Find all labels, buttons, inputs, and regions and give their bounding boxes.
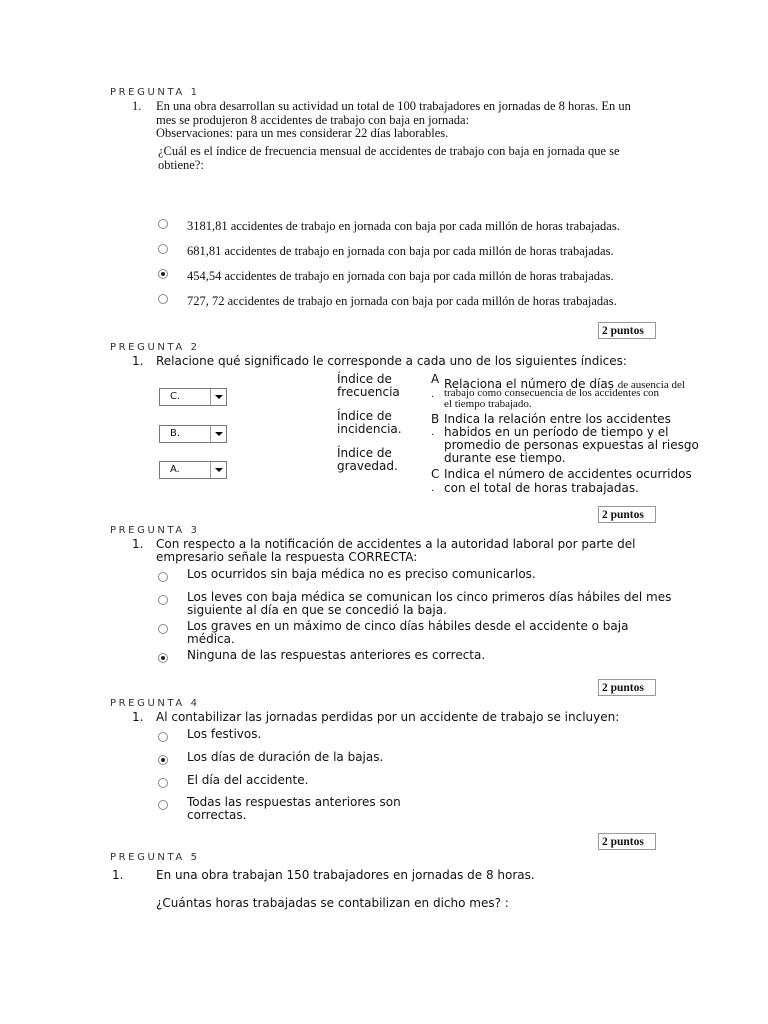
q3-option-3-line-2: médica. [187,632,235,646]
q1-header: PREGUNTA 1 [110,87,200,98]
q3-option-3-line-1: Los graves en un máximo de cinco días hábiles desde el accidente o baja [187,619,629,633]
q2-answer-a-line-1-main: Relaciona el número de días [444,377,618,391]
q4-option-3-label: El día del accidente. [187,773,309,787]
q4-option-2-label: Los días de duración de la bajas. [187,750,384,764]
q2-select-1-value: C. [170,391,181,402]
q3-line-2: empresario señale la respuesta CORRECTA: [156,550,418,564]
q3-option-4-radio[interactable] [158,653,168,663]
q5-prompt: En una obra trabajan 150 trabajadores en jornadas de 8 horas. [156,868,535,882]
q3-line-1: Con respecto a la notificación de accidentes a la autoridad laboral por parte del [156,537,636,551]
q1-line-5: obtiene?: [158,158,204,172]
q2-answer-b-line-2: habidos en un período de tiempo y el [444,425,669,439]
q3-option-3-radio[interactable] [158,624,168,634]
q3-option-2-line-1: Los leves con baja médica se comunican los cinco primeros días hábiles del mes [187,590,672,604]
q1-line-4: ¿Cuál es el índice de frecuencia mensual de accidentes de trabajo con baja en jornada que se [158,144,620,158]
q2-select-3[interactable] [159,461,227,479]
q4-prompt: Al contabilizar las jornadas perdidas por un accidente de trabajo se incluyen: [156,710,620,724]
q3-option-4-label: Ninguna de las respuestas anteriores es correcta. [187,648,486,662]
q3-option-2-radio[interactable] [158,595,168,605]
q2-answer-c-letter: C [431,467,440,481]
q1-option-1-label: 3181,81 accidentes de trabajo en jornada con baja por cada millón de horas trabajadas. [187,219,620,233]
q2-index-frecuencia-2: frecuencia [337,385,400,399]
q2-answer-a-line-1-small: de ausencia del [617,379,685,391]
q3-option-1-label: Los ocurridos sin baja médica no es preciso comunicarlos. [187,567,536,581]
q1-option-2-radio[interactable] [158,244,168,254]
q4-option-1-radio[interactable] [158,732,168,742]
q2-answer-a-letter: A [431,372,440,386]
q1-option-4-label: 727, 72 accidentes de trabajo en jornada con baja por cada millón de horas trabajadas. [187,294,617,308]
q2-answer-c-line-2: con el total de horas trabajadas. [444,481,639,495]
q3-option-2-line-2: siguiente al día en que se concedió la baja. [187,603,447,617]
q2-index-gravedad-1: Índice de [337,446,392,460]
q2-index-incidencia-1: Índice de [337,409,392,423]
q1-option-1-radio[interactable] [158,219,168,229]
q3-number: 1. [132,537,144,551]
q2-header: PREGUNTA 2 [110,342,200,353]
q3-header: PREGUNTA 3 [110,525,200,536]
q4-number: 1. [132,710,144,724]
q4-points-badge: 2 puntos [598,833,656,850]
q1-option-3-label: 454,54 accidentes de trabajo en jornada con baja por cada millón de horas trabajadas. [187,269,614,283]
q1-points-badge: 2 puntos [598,322,656,339]
q1-option-3-radio[interactable] [158,269,168,279]
q2-points-badge: 2 puntos [598,506,656,523]
q4-option-4-radio[interactable] [158,800,168,810]
q1-number: 1. [132,99,142,113]
q2-index-incidencia-2: incidencia. [337,422,402,436]
q2-select-3-value: A. [170,464,180,475]
q2-answer-a-dot: . [431,389,435,400]
q3-option-1-radio[interactable] [158,572,168,582]
q2-answer-b-letter: B [431,412,440,426]
q2-answer-b-dot: . [431,427,435,438]
q4-option-2-radio[interactable] [158,755,168,765]
q4-option-1-label: Los festivos. [187,727,262,741]
q1-option-4-radio[interactable] [158,294,168,304]
chevron-down-icon[interactable] [210,389,226,405]
q4-header: PREGUNTA 4 [110,698,200,709]
q2-answer-b-line-1: Indica la relación entre los accidentes [444,412,671,426]
q2-select-1[interactable] [159,388,227,406]
q4-option-4-line-2: correctas. [187,808,247,822]
q4-option-4-line-1: Todas las respuestas anteriores son [187,795,401,809]
q5-number: 1. [112,868,124,882]
q1-option-2-label: 681,81 accidentes de trabajo en jornada con baja por cada millón de horas trabajadas. [187,244,614,258]
q3-points-badge: 2 puntos [598,679,656,696]
q5-header: PREGUNTA 5 [110,852,200,863]
q2-answer-a-line-3: el tiempo trabajado. [444,398,532,410]
q2-index-gravedad-2: gravedad. [337,459,398,473]
q2-number: 1. [132,354,144,368]
q2-answer-a-line-2: trabajo como consecuencia de los accidentes con [444,387,660,399]
q2-index-frecuencia-1: Índice de [337,372,392,386]
q5-question: ¿Cuántas horas trabajadas se contabilizan en dicho mes? : [156,896,509,910]
q1-line-1: En una obra desarrollan su actividad un total de 100 trabajadores en jornadas de 8 horas. En un [156,99,631,113]
q2-answer-c-line-1: Indica el número de accidentes ocurridos [444,467,692,481]
q1-line-3: Observaciones: para un mes considerar 22 días laborables. [156,126,449,140]
q1-line-2: mes se produjeron 8 accidentes de trabajo con baja en jornada: [156,113,470,127]
q2-prompt: Relacione qué significado le corresponde a cada uno de los siguientes índices: [156,354,627,368]
q2-answer-b-line-4: durante ese tiempo. [444,451,566,465]
chevron-down-icon[interactable] [210,426,226,442]
q4-option-3-radio[interactable] [158,778,168,788]
q2-answer-b-line-3: promedio de personas expuestas al riesgo [444,438,699,452]
chevron-down-icon[interactable] [210,462,226,478]
q2-select-2[interactable] [159,425,227,443]
q2-select-2-value: B. [170,428,181,439]
q2-answer-c-dot: . [431,483,435,494]
